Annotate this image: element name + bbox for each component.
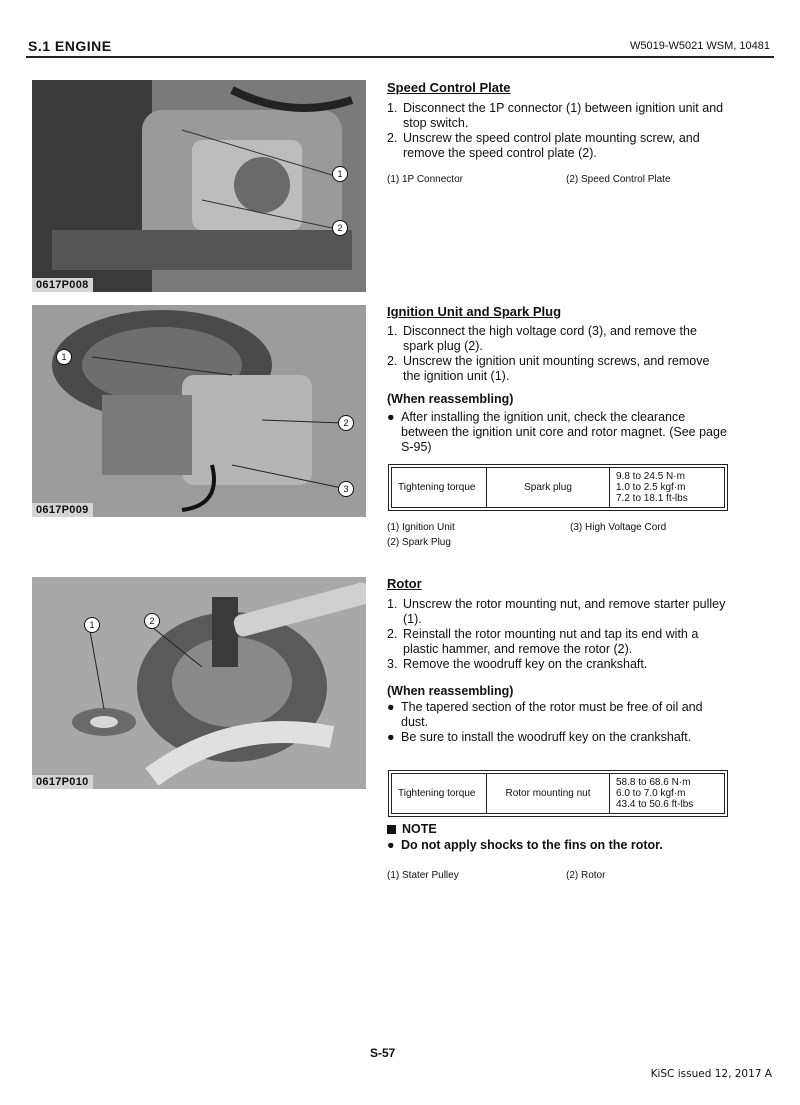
bullet-item: [387, 838, 727, 853]
photo-label: 0617P008: [32, 278, 93, 292]
step-number: 1.: [387, 101, 398, 115]
step-number: 2.: [387, 131, 398, 145]
section-title: S.1 ENGINE: [28, 38, 112, 54]
torque-value: 1.0 to 2.5 kgf·m: [616, 482, 686, 493]
note-heading: [387, 822, 437, 836]
photo-label: 0617P009: [32, 503, 93, 517]
legend-item: (1) 1P Connector: [387, 174, 463, 185]
step: [387, 597, 727, 627]
torque-item: Spark plug: [487, 468, 610, 508]
step-number: 3.: [387, 657, 398, 671]
step-number: 2.: [387, 627, 398, 641]
bullet-icon: ●: [387, 700, 395, 714]
legend-item: (3) High Voltage Cord: [570, 522, 667, 533]
document-reference: W5019-W5021 WSM, 10481: [629, 40, 770, 52]
legend-item: (2) Rotor: [566, 870, 606, 881]
torque-table-rotor-nut: [388, 770, 728, 817]
callout-1: 1: [56, 349, 72, 365]
step-text: Disconnect the 1P connector (1) between ignition unit and stop switch.: [403, 101, 724, 130]
callout-2: 2: [338, 415, 354, 431]
step: [387, 131, 727, 161]
photo-speed-control-plate: [32, 80, 366, 292]
step-text: Remove the woodruff key on the crankshaft.: [403, 657, 648, 671]
torque-value: 43.4 to 50.6 ft-lbs: [616, 799, 694, 810]
bullet-text: Be sure to install the woodruff key on the crankshaft.: [401, 730, 692, 744]
step-number: 2.: [387, 354, 398, 368]
step-number: 1.: [387, 324, 398, 338]
photo-ignition-unit: [32, 305, 366, 517]
heading-speed-control-plate: Speed Control Plate: [387, 80, 511, 95]
legend-item: (1) Stater Pulley: [387, 870, 459, 881]
bullet-item: [387, 410, 727, 455]
torque-value: 6.0 to 7.0 kgf·m: [616, 788, 686, 799]
note-label: NOTE: [402, 822, 437, 836]
note-text: Do not apply shocks to the fins on the rotor.: [401, 838, 663, 852]
step: [387, 354, 727, 384]
engine-photo-2: [32, 305, 366, 517]
step: [387, 657, 727, 672]
step-text: Unscrew the ignition unit mounting screws, and remove the ignition unit (1).: [403, 354, 710, 383]
speed-control-steps: [387, 101, 727, 161]
issue-note: KiSC issued 12, 2017 A: [650, 1068, 772, 1080]
reassembly-heading: (When reassembling): [387, 684, 514, 698]
callout-2: 2: [144, 613, 160, 629]
torque-values: [610, 468, 725, 508]
torque-values: [610, 774, 725, 814]
engine-photo-3: [32, 577, 366, 789]
callout-1: 1: [332, 166, 348, 182]
step-number: 1.: [387, 597, 398, 611]
page-number: S-57: [370, 1046, 396, 1060]
torque-item: Rotor mounting nut: [487, 774, 610, 814]
bullet-text: After installing the ignition unit, check the clearance between the ignition unit core and rotor magnet. (See page S-95): [401, 410, 727, 454]
torque-table-spark-plug: [388, 464, 728, 511]
callout-2: 2: [332, 220, 348, 236]
legend-item: (2) Speed Control Plate: [566, 174, 671, 185]
legend-item: (1) Ignition Unit: [387, 522, 455, 533]
note-square-icon: [387, 825, 396, 834]
step: [387, 324, 727, 354]
header-rule: [26, 56, 774, 58]
photo-rotor: [32, 577, 366, 789]
heading-ignition-unit: Ignition Unit and Spark Plug: [387, 304, 562, 319]
bullet-item: [387, 700, 727, 730]
heading-rotor: Rotor: [387, 576, 422, 591]
note-bullets: [387, 838, 727, 853]
step: [387, 101, 727, 131]
step-text: Unscrew the rotor mounting nut, and remove starter pulley (1).: [403, 597, 726, 626]
bullet-item: [387, 730, 727, 745]
torque-label: Tightening torque: [392, 774, 487, 814]
ignition-reassembly-bullets: [387, 410, 727, 455]
legend-item: (2) Spark Plug: [387, 537, 451, 548]
callout-1: 1: [84, 617, 100, 633]
torque-label: Tightening torque: [392, 468, 487, 508]
rotor-reassembly-bullets: [387, 700, 727, 745]
step-text: Disconnect the high voltage cord (3), and remove the spark plug (2).: [403, 324, 697, 353]
bullet-icon: ●: [387, 730, 395, 744]
engine-photo-1: [32, 80, 366, 292]
callout-3: 3: [338, 481, 354, 497]
torque-value: 9.8 to 24.5 N·m: [616, 471, 685, 482]
step-text: Unscrew the speed control plate mounting screw, and remove the speed control plate (2).: [403, 131, 700, 160]
rotor-steps: [387, 597, 727, 672]
ignition-steps: [387, 324, 727, 384]
step-text: Reinstall the rotor mounting nut and tap its end with a plastic hammer, and remove the rotor (2).: [403, 627, 699, 656]
bullet-icon: ●: [387, 410, 395, 424]
torque-value: 7.2 to 18.1 ft-lbs: [616, 493, 688, 504]
bullet-text: The tapered section of the rotor must be free of oil and dust.: [401, 700, 703, 729]
torque-value: 58.8 to 68.6 N·m: [616, 777, 691, 788]
step: [387, 627, 727, 657]
reassembly-heading: (When reassembling): [387, 392, 514, 406]
photo-label: 0617P010: [32, 775, 93, 789]
bullet-icon: ●: [387, 838, 395, 852]
